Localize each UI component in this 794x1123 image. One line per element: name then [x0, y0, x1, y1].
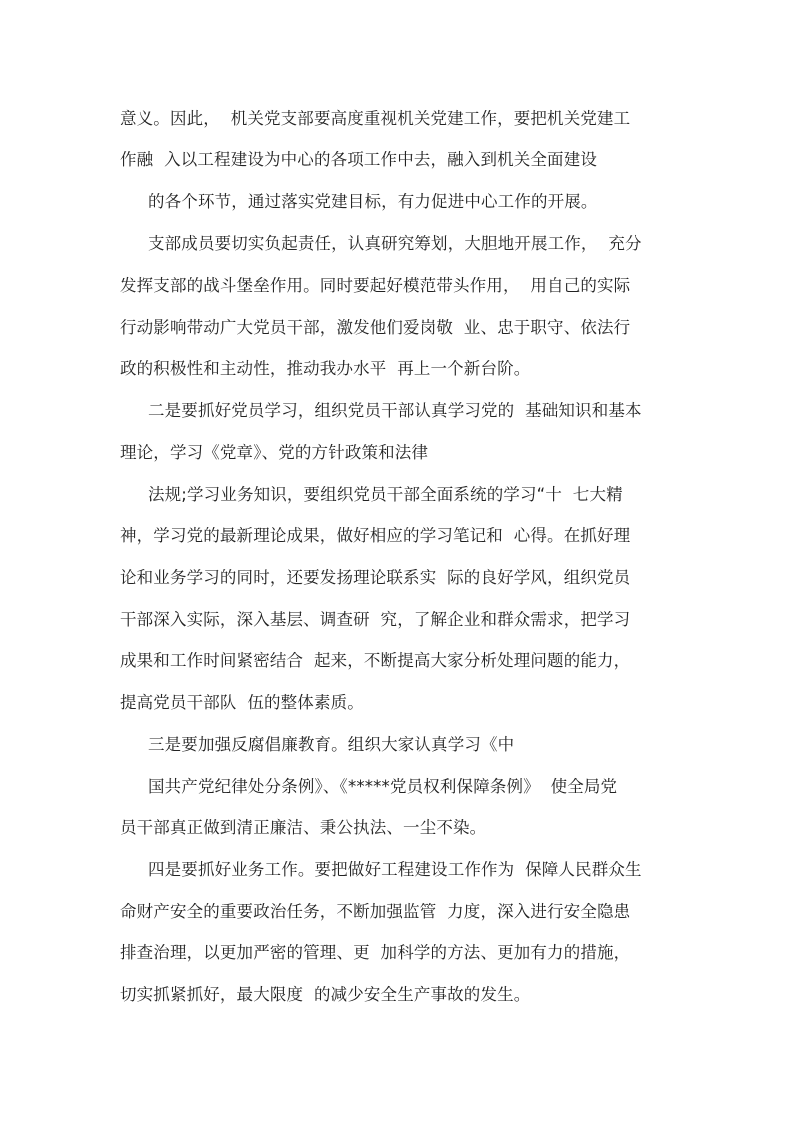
text-line: 行动影响带动广大党员干部，激发他们爱岗敬 业、忠于职守、依法行	[120, 318, 631, 337]
text-line: 员干部真正做到清正廉洁、秉公执法、一尘不染。	[120, 818, 487, 837]
text-line: 提高党员干部队 伍的整体素质。	[120, 693, 364, 712]
text-line: 理论，学习《党章》、党的方针政策和法律	[120, 443, 429, 462]
text-line: 支部成员要切实负起责任，认真研究筹划，大胆地开展工作， 充分	[148, 234, 642, 253]
text-line: 三是要加强反腐倡廉教育。组织大家认真学习《中	[148, 735, 515, 754]
text-line: 干部深入实际，深入基层、调查研 究，了解企业和群众需求，把学习	[120, 610, 631, 629]
text-line: 国共产党纪律处分条例》、《*****党员权利保障条例》 使全局党	[148, 777, 618, 796]
text-line: 成果和工作时间紧密结合 起来，不断提高大家分析处理问题的能力，	[120, 651, 631, 670]
text-line: 论和业务学习的同时，还要发扬理论联系实 际的良好学风，组织党员	[120, 568, 631, 587]
text-line: 四是要抓好业务工作。要把做好工程建设工作作为 保障人民群众生	[148, 860, 642, 879]
text-line: 意义。因此， 机关党支部要高度重视机关党建工作，要把机关党建工	[120, 109, 631, 128]
text-line: 神，学习党的最新理论成果，做好相应的学习笔记和 心得。在抓好理	[120, 526, 631, 545]
text-line: 政的积极性和主动性，推动我办水平 再上一个新台阶。	[120, 359, 531, 378]
text-line: 二是要抓好党员学习，组织党员干部认真学习党的 基础知识和基本	[148, 401, 642, 420]
text-line: 法规;学习业务知识，要组织党员干部全面系统的学习“十 七大精	[148, 485, 623, 504]
text-line: 的各个环节，通过落实党建目标，有力促进中心工作的开展。	[148, 192, 598, 211]
text-line: 发挥支部的战斗堡垒作用。同时要起好模范带头作用， 用自己的实际	[120, 276, 631, 295]
text-line: 命财产安全的重要政治任务，不断加强监管 力度，深入进行安全隐患	[120, 902, 631, 921]
text-line: 排查治理，以更加严密的管理、更 加科学的方法、更加有力的措施，	[120, 943, 631, 962]
text-line: 切实抓紧抓好，最大限度 的减少安全生产事故的发生。	[120, 985, 531, 1004]
text-line: 作融 入以工程建设为中心的各项工作中去，融入到机关全面建设	[120, 150, 597, 169]
